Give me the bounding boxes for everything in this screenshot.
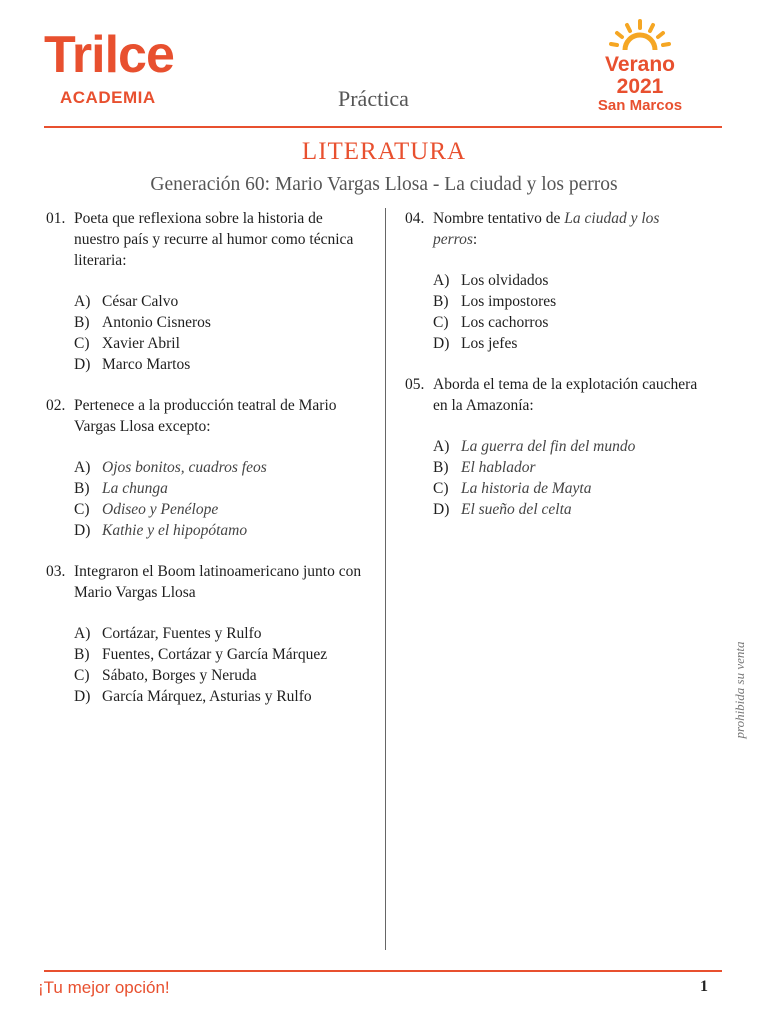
option-text: El sueño del celta [461,501,572,518]
question-text [433,208,705,250]
option-list [74,623,366,707]
option-text: César Calvo [102,293,179,310]
option-letter: C) [74,501,90,518]
option-list [74,457,366,541]
option [74,499,366,520]
option-text: La historia de Mayta [461,480,592,497]
question-text-suffix: : [472,231,478,248]
footer-divider [44,970,722,972]
brand-subtitle: ACADEMIA [60,88,156,107]
option [74,457,366,478]
option [74,312,366,333]
option [433,478,705,499]
option-letter: A) [74,459,91,476]
option-text: Cortázar, Fuentes y Rulfo [102,625,262,642]
option-text: Xavier Abril [102,335,180,352]
option-letter: A) [74,625,91,642]
event-subtitle: San Marcos [597,97,683,114]
option-text: El hablador [461,459,536,476]
option-letter: D) [74,356,91,373]
option [74,686,366,707]
option [433,291,705,312]
option-letter: D) [433,335,450,352]
option-letter: D) [433,501,450,518]
option-text: Kathie y el hipopótamo [102,522,248,539]
question-text: Integraron el Boom latinoamericano junto con Mario Vargas Llosa [74,563,362,601]
option-letter: B) [433,293,449,310]
option-list [74,291,366,375]
question-text-prefix: Nombre tentativo de [433,210,565,227]
question-text: Poeta que reflexiona sobre la historia de nuestro país y recurre al humor como técnica literaria: [74,210,354,269]
option [74,333,366,354]
left-column [46,208,366,727]
event-title: Verano 2021 [604,53,676,98]
option [74,623,366,644]
option-letter: C) [433,480,449,497]
option-letter: B) [74,314,90,331]
option-letter: A) [433,272,450,289]
question [46,208,366,271]
option-text: Fuentes, Cortázar y García Márquez [102,646,328,663]
question-text: Aborda el tema de la explotación cauchera en la Amazonía: [433,376,698,414]
question [46,561,366,603]
option-list [433,270,705,354]
book-title: La ciudad y los perros [433,210,660,248]
footer-slogan: ¡Tu mejor opción! [38,978,170,997]
option-text: Ojos bonitos, cuadros feos [102,459,267,476]
event-logo [580,18,700,114]
option [433,499,705,520]
option [74,354,366,375]
option [74,291,366,312]
page-title: Práctica [338,86,409,111]
option [433,436,705,457]
side-note: prohibida su venta [732,641,747,739]
option-letter: C) [74,335,90,352]
option-text: García Márquez, Asturias y Rulfo [102,688,312,705]
option-text: Marco Martos [102,356,191,373]
option-text: La chunga [102,480,168,497]
option-text: Sábato, Borges y Neruda [102,667,257,684]
option-letter: A) [433,438,450,455]
question-text: Pertenece a la producción teatral de Mario Vargas Llosa excepto: [74,397,337,435]
option-letter: D) [74,688,91,705]
page-number: 1 [700,978,708,995]
option-text: La guerra del fin del mundo [461,438,636,455]
sun-icon [605,18,675,52]
option [433,270,705,291]
option [433,333,705,354]
option [74,644,366,665]
question-number: 03. [46,563,66,580]
option [74,520,366,541]
option-letter: B) [74,646,90,663]
option-letter: A) [74,293,91,310]
right-column [405,208,705,540]
question-number: 04. [405,210,425,227]
brand-logo [44,26,174,108]
option-text: Los impostores [461,293,557,310]
option-letter: C) [74,667,90,684]
question-number: 05. [405,376,425,393]
option [74,665,366,686]
option-text: Antonio Cisneros [102,314,211,331]
option-letter: B) [433,459,449,476]
subject-heading: LITERATURA [301,138,467,165]
option-text: Los cachorros [461,314,549,331]
option-letter: B) [74,480,90,497]
option [433,457,705,478]
option-text: Odiseo y Penélope [102,501,219,518]
option-text: Los olvidados [461,272,549,289]
option-text: Los jefes [461,335,518,352]
option [74,478,366,499]
option-letter: D) [74,522,91,539]
topic-subtitle: Generación 60: Mario Vargas Llosa - La ciudad y los perros [150,174,618,195]
option [433,312,705,333]
header-divider [44,126,722,128]
question-number: 02. [46,397,66,414]
question [46,395,366,437]
question [405,208,705,250]
question-number: 01. [46,210,66,227]
option-letter: C) [433,314,449,331]
column-divider [385,208,386,950]
brand-name: Trilce [44,26,174,84]
question [405,374,705,416]
option-list [433,436,705,520]
